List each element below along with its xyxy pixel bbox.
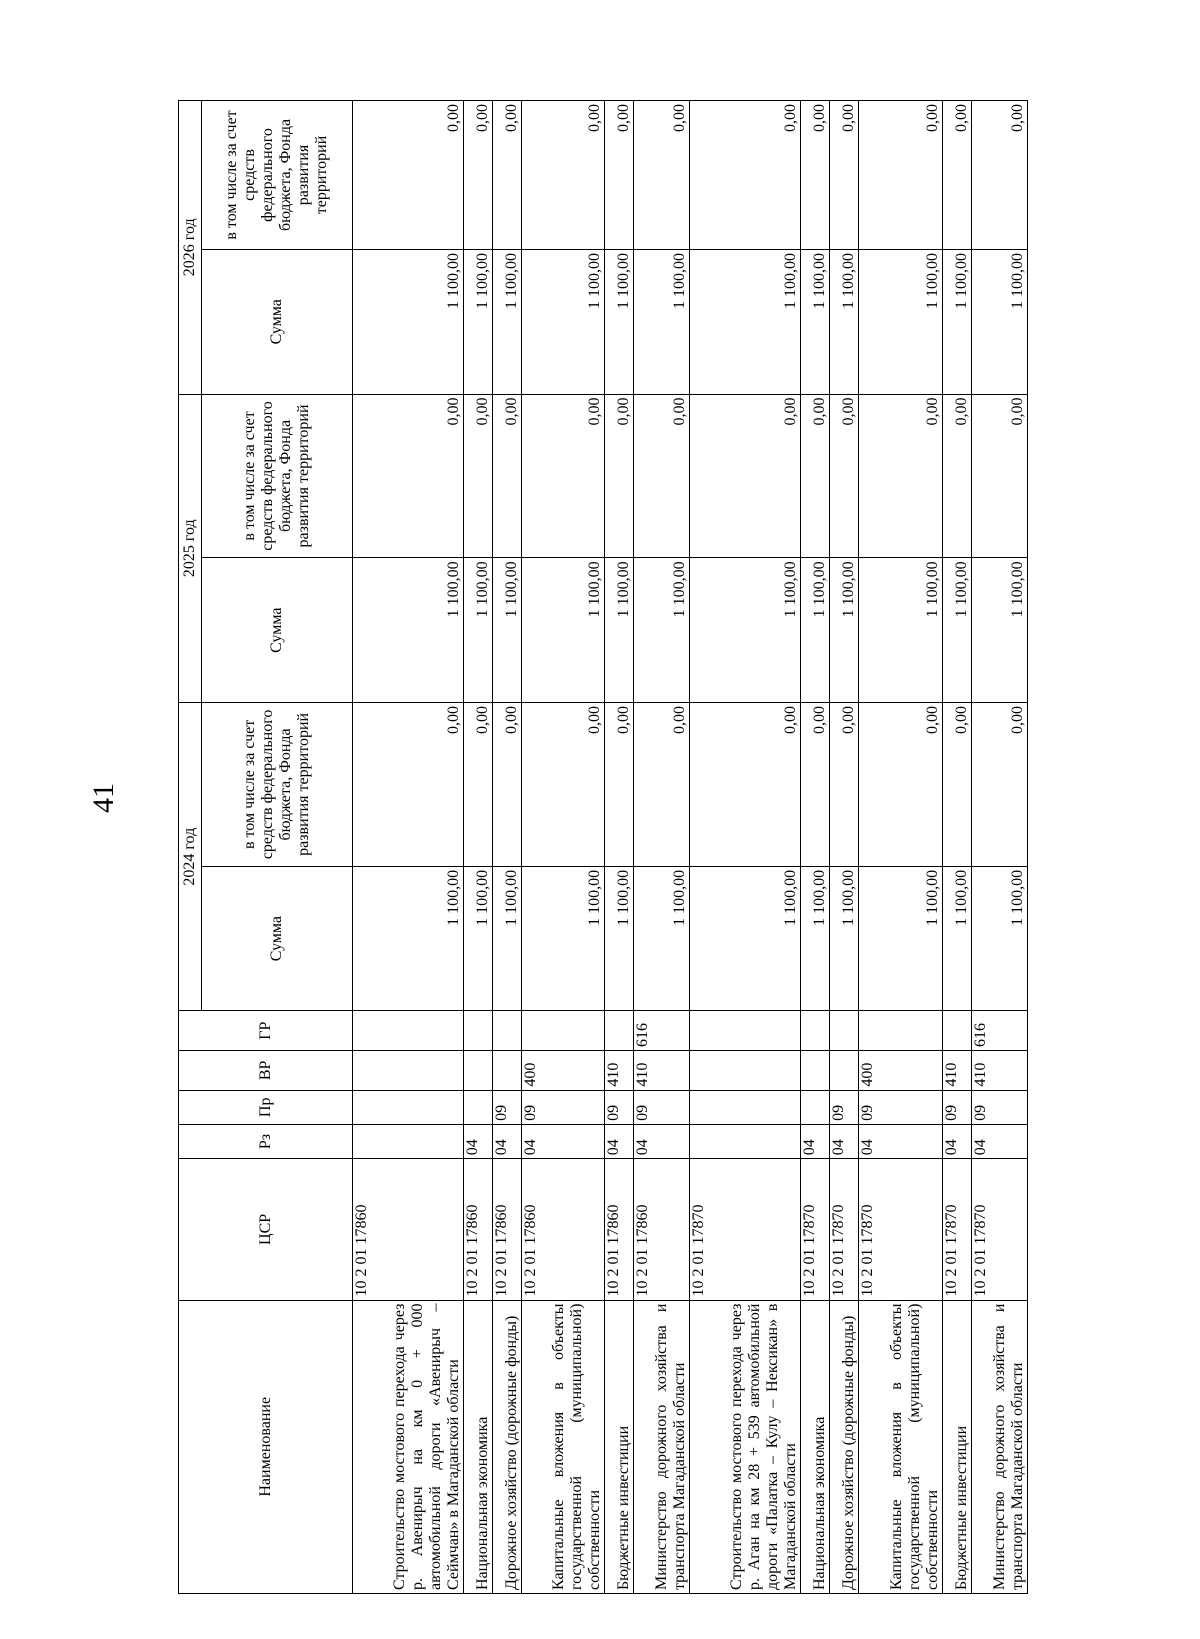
table-cell-sum-2025: 1 100,00 xyxy=(634,558,690,703)
table-cell-gr xyxy=(605,1011,634,1051)
table-cell-gr xyxy=(801,1011,830,1051)
table-cell-federal-2025: 0,00 xyxy=(353,394,464,558)
table-cell-csr: 10 2 01 17860 xyxy=(521,1159,605,1300)
table-cell-csr: 10 2 01 17860 xyxy=(492,1159,521,1300)
table-cell-csr: 10 2 01 17870 xyxy=(859,1159,943,1300)
table-cell-federal-2026: 0,00 xyxy=(942,101,971,250)
table-cell-rz: 04 xyxy=(463,1124,492,1158)
table-cell-sum-2024: 1 100,00 xyxy=(463,866,492,1011)
table-cell-federal-2024: 0,00 xyxy=(942,702,971,866)
header-sum-2025: Сумма xyxy=(202,558,353,703)
table-cell-federal-2025: 0,00 xyxy=(463,394,492,558)
header-name: Наименование xyxy=(179,1300,353,1593)
table-cell-rz: 04 xyxy=(605,1124,634,1158)
table-row xyxy=(690,101,801,1594)
budget-table xyxy=(178,100,1028,1594)
table-cell-gr xyxy=(690,1011,801,1051)
table-cell-sum-2024: 1 100,00 xyxy=(492,866,521,1011)
table-cell-vr: 410 xyxy=(634,1051,690,1091)
table-cell-federal-2025: 0,00 xyxy=(521,394,605,558)
table-cell-rz: 04 xyxy=(942,1124,971,1158)
table-cell-name: Капитальные вложения в объекты государственной (муниципальной) собственности xyxy=(859,1300,943,1593)
table-cell-sum-2024: 1 100,00 xyxy=(605,866,634,1011)
table-row xyxy=(801,101,830,1594)
table-cell-vr: 400 xyxy=(521,1051,605,1091)
table-cell-federal-2026: 0,00 xyxy=(971,101,1027,250)
table-cell-vr: 400 xyxy=(859,1051,943,1091)
table-cell-sum-2026: 1 100,00 xyxy=(353,249,464,394)
table-cell-sum-2026: 1 100,00 xyxy=(830,249,859,394)
table-cell-pr xyxy=(353,1090,464,1124)
table-cell-sum-2025: 1 100,00 xyxy=(830,558,859,703)
table-cell-sum-2024: 1 100,00 xyxy=(942,866,971,1011)
table-cell-pr: 09 xyxy=(830,1090,859,1124)
table-cell-rz xyxy=(353,1124,464,1158)
header-rz: Рз xyxy=(179,1124,353,1158)
table-cell-vr xyxy=(801,1051,830,1091)
table-cell-sum-2026: 1 100,00 xyxy=(463,249,492,394)
table-cell-federal-2026: 0,00 xyxy=(801,101,830,250)
header-sum-2024: Сумма xyxy=(202,866,353,1011)
header-federal-2026: в том числе за счет средств федерального бюджета, Фонда развития территорий xyxy=(202,101,353,250)
header-row-years xyxy=(179,101,202,1594)
table-cell-federal-2025: 0,00 xyxy=(942,394,971,558)
header-vr: ВР xyxy=(179,1051,353,1091)
table-cell-sum-2025: 1 100,00 xyxy=(492,558,521,703)
table-cell-rz: 04 xyxy=(971,1124,1027,1158)
rotated-table-wrapper xyxy=(178,100,1028,1594)
table-cell-federal-2025: 0,00 xyxy=(801,394,830,558)
table-cell-pr: 09 xyxy=(492,1090,521,1124)
table-cell-gr xyxy=(942,1011,971,1051)
table-cell-rz xyxy=(690,1124,801,1158)
table-cell-name: Строительство мостового перехода через р. Авенирыч на км 0 + 000 автомобильной дороги «Авенирыч – Сеймчан» в Магаданской области xyxy=(353,1300,464,1593)
table-cell-sum-2026: 1 100,00 xyxy=(690,249,801,394)
table-cell-rz: 04 xyxy=(634,1124,690,1158)
table-cell-name: Дорожное хозяйство (дорожные фонды) xyxy=(492,1300,521,1593)
table-cell-vr xyxy=(463,1051,492,1091)
table-cell-rz: 04 xyxy=(859,1124,943,1158)
table-cell-csr: 10 2 01 17860 xyxy=(634,1159,690,1300)
table-cell-gr xyxy=(463,1011,492,1051)
table-row xyxy=(521,101,605,1594)
table-cell-sum-2025: 1 100,00 xyxy=(859,558,943,703)
table-cell-pr xyxy=(801,1090,830,1124)
header-year-2026: 2026 год xyxy=(179,101,202,395)
table-cell-federal-2024: 0,00 xyxy=(492,702,521,866)
table-cell-federal-2024: 0,00 xyxy=(605,702,634,866)
table-cell-federal-2026: 0,00 xyxy=(463,101,492,250)
table-cell-federal-2025: 0,00 xyxy=(492,394,521,558)
table-cell-federal-2024: 0,00 xyxy=(521,702,605,866)
table-cell-federal-2025: 0,00 xyxy=(971,394,1027,558)
table-cell-sum-2024: 1 100,00 xyxy=(859,866,943,1011)
table-cell-vr xyxy=(690,1051,801,1091)
table-cell-name: Бюджетные инвестиции xyxy=(605,1300,634,1593)
header-year-2024: 2024 год xyxy=(179,702,202,1010)
table-cell-gr xyxy=(492,1011,521,1051)
table-cell-gr xyxy=(830,1011,859,1051)
table-cell-federal-2024: 0,00 xyxy=(830,702,859,866)
table-cell-rz: 04 xyxy=(521,1124,605,1158)
table-cell-federal-2025: 0,00 xyxy=(830,394,859,558)
table-cell-vr xyxy=(353,1051,464,1091)
table-cell-federal-2024: 0,00 xyxy=(690,702,801,866)
table-cell-federal-2026: 0,00 xyxy=(634,101,690,250)
table-cell-sum-2024: 1 100,00 xyxy=(521,866,605,1011)
table-cell-federal-2026: 0,00 xyxy=(859,101,943,250)
table-cell-sum-2026: 1 100,00 xyxy=(492,249,521,394)
table-cell-pr: 09 xyxy=(942,1090,971,1124)
table-cell-vr: 410 xyxy=(605,1051,634,1091)
table-cell-rz: 04 xyxy=(801,1124,830,1158)
table-cell-name: Министерство дорожного хозяйства и транспорта Магаданской области xyxy=(634,1300,690,1593)
table-cell-csr: 10 2 01 17870 xyxy=(830,1159,859,1300)
table-cell-pr: 09 xyxy=(859,1090,943,1124)
table-cell-name: Национальная экономика xyxy=(463,1300,492,1593)
table-cell-federal-2024: 0,00 xyxy=(801,702,830,866)
table-cell-name: Строительство мостового перехода через р. Аган на км 28 + 539 автомобильной дороги «Палатка – Кулу – Нексикан» в Магаданской области xyxy=(690,1300,801,1593)
table-row xyxy=(859,101,943,1594)
table-cell-federal-2026: 0,00 xyxy=(353,101,464,250)
table-cell-sum-2024: 1 100,00 xyxy=(353,866,464,1011)
table-cell-rz: 04 xyxy=(492,1124,521,1158)
table-cell-gr: 616 xyxy=(971,1011,1027,1051)
table-cell-csr: 10 2 01 17870 xyxy=(971,1159,1027,1300)
table-cell-csr: 10 2 01 17860 xyxy=(605,1159,634,1300)
table-cell-federal-2026: 0,00 xyxy=(830,101,859,250)
table-cell-sum-2024: 1 100,00 xyxy=(690,866,801,1011)
header-gr: ГР xyxy=(179,1011,353,1051)
table-cell-name: Бюджетные инвестиции xyxy=(942,1300,971,1593)
header-year-2025: 2025 год xyxy=(179,394,202,702)
table-cell-gr xyxy=(859,1011,943,1051)
table-cell-sum-2026: 1 100,00 xyxy=(634,249,690,394)
table-cell-federal-2026: 0,00 xyxy=(605,101,634,250)
table-cell-federal-2025: 0,00 xyxy=(859,394,943,558)
table-cell-pr xyxy=(690,1090,801,1124)
table-cell-csr: 10 2 01 17860 xyxy=(353,1159,464,1300)
header-csr: ЦСР xyxy=(179,1159,353,1300)
table-cell-gr xyxy=(521,1011,605,1051)
table-cell-gr xyxy=(353,1011,464,1051)
table-cell-federal-2024: 0,00 xyxy=(353,702,464,866)
table-cell-csr: 10 2 01 17870 xyxy=(942,1159,971,1300)
table-cell-federal-2024: 0,00 xyxy=(463,702,492,866)
table-cell-federal-2024: 0,00 xyxy=(971,702,1027,866)
table-cell-sum-2025: 1 100,00 xyxy=(463,558,492,703)
table-cell-pr xyxy=(463,1090,492,1124)
table-cell-pr: 09 xyxy=(521,1090,605,1124)
table-cell-federal-2024: 0,00 xyxy=(859,702,943,866)
table-row xyxy=(830,101,859,1594)
table-row xyxy=(971,101,1027,1594)
table-cell-csr: 10 2 01 17860 xyxy=(463,1159,492,1300)
table-row xyxy=(463,101,492,1594)
table-cell-federal-2025: 0,00 xyxy=(605,394,634,558)
table-cell-sum-2025: 1 100,00 xyxy=(521,558,605,703)
table-cell-pr: 09 xyxy=(605,1090,634,1124)
table-cell-vr: 410 xyxy=(942,1051,971,1091)
table-row xyxy=(353,101,464,1594)
header-pr: Пр xyxy=(179,1090,353,1124)
table-cell-sum-2025: 1 100,00 xyxy=(353,558,464,703)
table-cell-pr: 09 xyxy=(971,1090,1027,1124)
table-cell-pr: 09 xyxy=(634,1090,690,1124)
table-cell-sum-2025: 1 100,00 xyxy=(605,558,634,703)
table-cell-vr: 410 xyxy=(971,1051,1027,1091)
table-row xyxy=(634,101,690,1594)
table-body xyxy=(353,101,1028,1594)
table-cell-csr: 10 2 01 17870 xyxy=(690,1159,801,1300)
table-cell-sum-2026: 1 100,00 xyxy=(801,249,830,394)
table-cell-sum-2024: 1 100,00 xyxy=(971,866,1027,1011)
page-number: 41 xyxy=(87,783,120,813)
table-cell-sum-2025: 1 100,00 xyxy=(971,558,1027,703)
table-cell-vr xyxy=(492,1051,521,1091)
table-cell-sum-2026: 1 100,00 xyxy=(859,249,943,394)
table-cell-sum-2026: 1 100,00 xyxy=(605,249,634,394)
header-sum-2026: Сумма xyxy=(202,249,353,394)
table-cell-federal-2026: 0,00 xyxy=(492,101,521,250)
table-cell-sum-2026: 1 100,00 xyxy=(521,249,605,394)
table-cell-name: Капитальные вложения в объекты государственной (муниципальной) собственности xyxy=(521,1300,605,1593)
table-cell-sum-2024: 1 100,00 xyxy=(801,866,830,1011)
table-cell-vr xyxy=(830,1051,859,1091)
table-row xyxy=(605,101,634,1594)
table-cell-rz: 04 xyxy=(830,1124,859,1158)
table-row xyxy=(492,101,521,1594)
table-cell-federal-2025: 0,00 xyxy=(690,394,801,558)
table-cell-gr: 616 xyxy=(634,1011,690,1051)
table-row xyxy=(942,101,971,1594)
table-cell-federal-2024: 0,00 xyxy=(634,702,690,866)
header-federal-2024: в том числе за счет средств федерального бюджета, Фонда развития территорий xyxy=(202,702,353,866)
table-cell-federal-2025: 0,00 xyxy=(634,394,690,558)
table-cell-name: Дорожное хозяйство (дорожные фонды) xyxy=(830,1300,859,1593)
table-cell-sum-2026: 1 100,00 xyxy=(971,249,1027,394)
table-cell-sum-2025: 1 100,00 xyxy=(801,558,830,703)
header-federal-2025: в том числе за счет средств федерального бюджета, Фонда развития территорий xyxy=(202,394,353,558)
table-cell-name: Национальная экономика xyxy=(801,1300,830,1593)
table-cell-csr: 10 2 01 17870 xyxy=(801,1159,830,1300)
table-cell-sum-2024: 1 100,00 xyxy=(830,866,859,1011)
table-cell-sum-2026: 1 100,00 xyxy=(942,249,971,394)
table-cell-federal-2026: 0,00 xyxy=(521,101,605,250)
table-cell-name: Министерство дорожного хозяйства и транспорта Магаданской области xyxy=(971,1300,1027,1593)
table-cell-sum-2025: 1 100,00 xyxy=(690,558,801,703)
table-cell-sum-2024: 1 100,00 xyxy=(634,866,690,1011)
table-cell-federal-2026: 0,00 xyxy=(690,101,801,250)
table-cell-sum-2025: 1 100,00 xyxy=(942,558,971,703)
